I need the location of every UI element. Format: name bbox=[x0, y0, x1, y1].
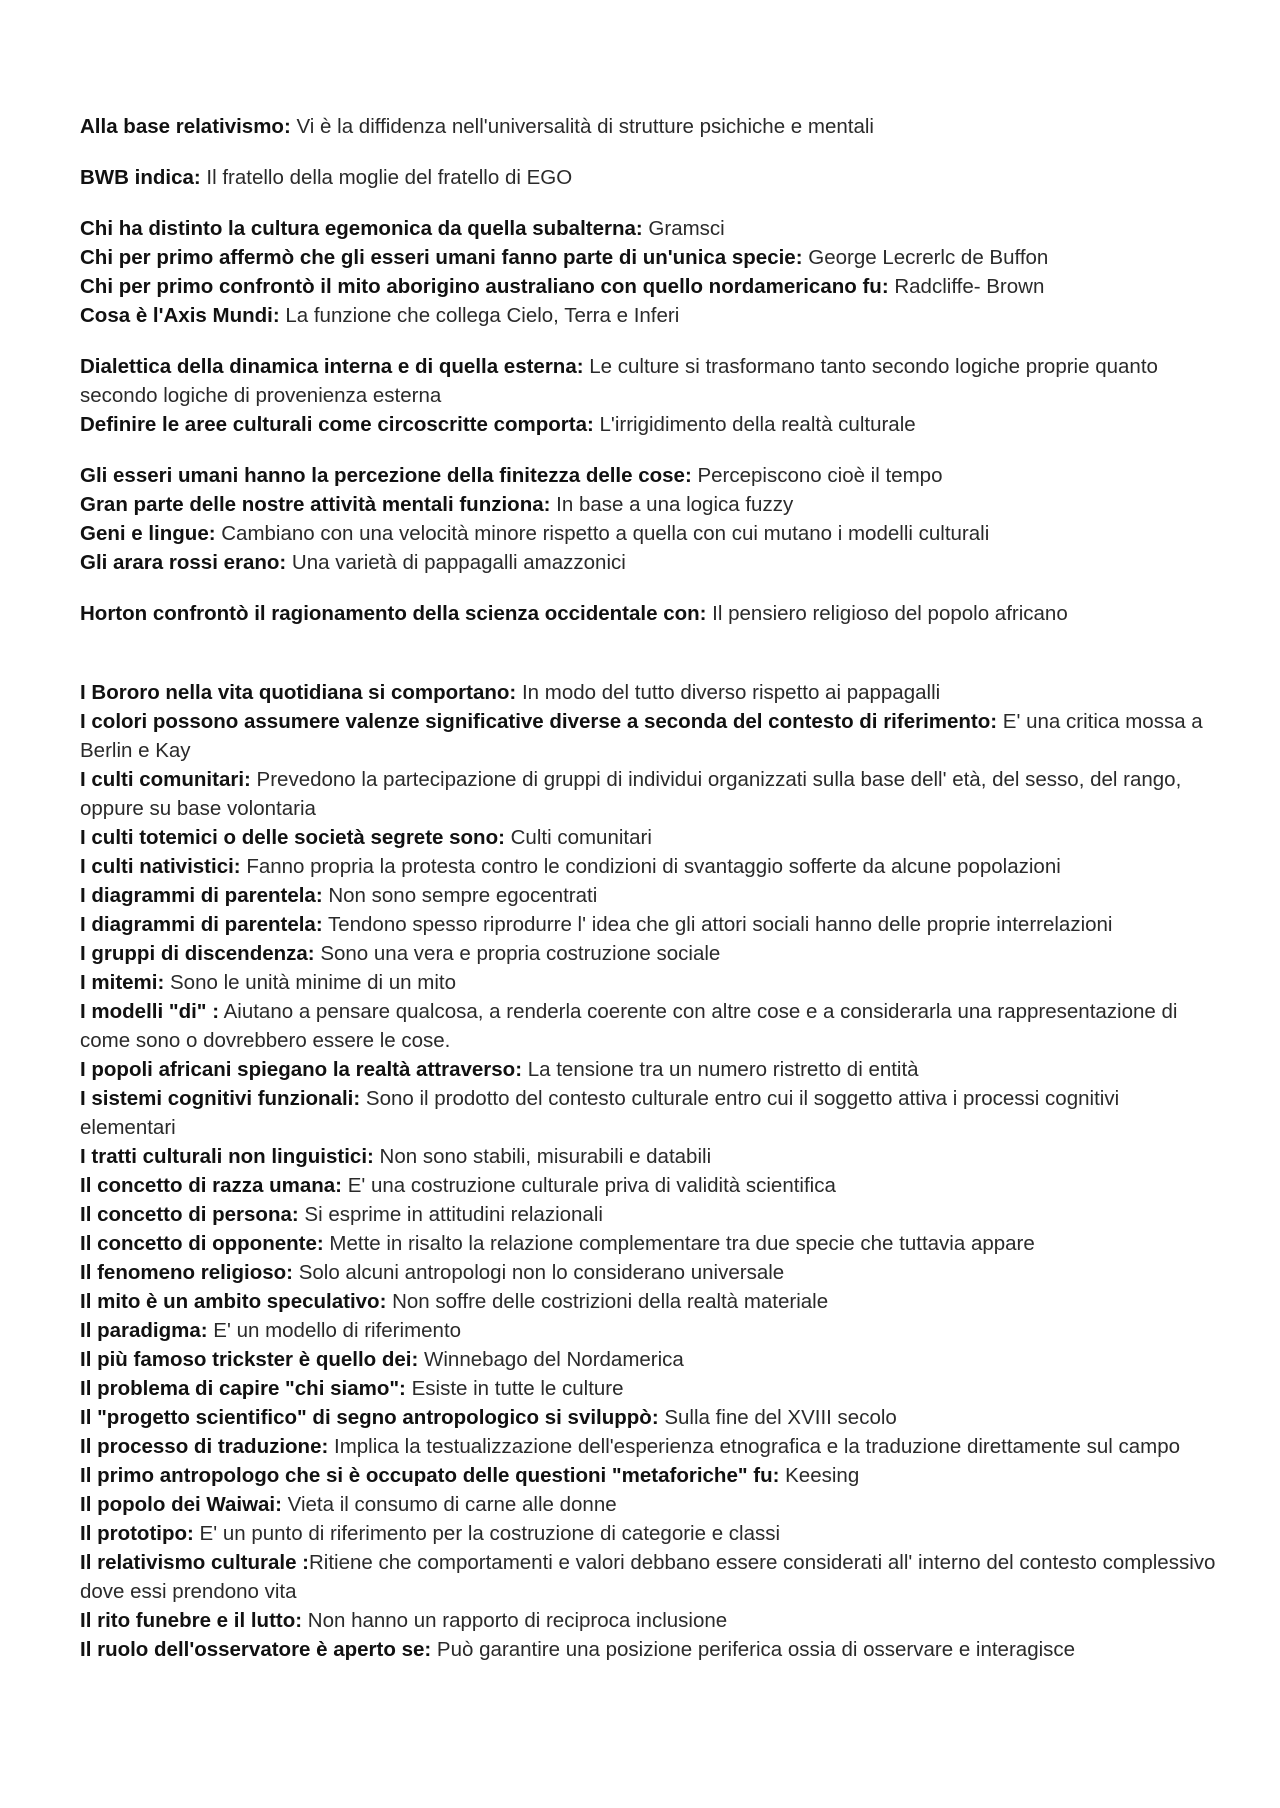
answer-text: Fanno propria la protesta contro le condizioni di svantaggio sofferte da alcune popolazioni bbox=[240, 855, 1061, 878]
question-text: Il processo di traduzione: bbox=[80, 1435, 329, 1458]
question-text: Il "progetto scientifico" di segno antropologico si sviluppò: bbox=[80, 1406, 659, 1429]
answer-text: Implica la testualizzazione dell'esperienza etnografica e la traduzione direttamente sul campo bbox=[328, 1435, 1181, 1458]
question-text: Il primo antropologo che si è occupato delle questioni "metaforiche" fu: bbox=[80, 1464, 780, 1487]
entry-group bbox=[80, 461, 1220, 577]
qa-entry bbox=[80, 1345, 1220, 1374]
question-text: I diagrammi di parentela: bbox=[80, 884, 323, 907]
question-text: Geni e lingue: bbox=[80, 522, 216, 545]
answer-text: Ritiene che comportamenti e valori debbano essere considerati all' interno del contesto complessivo dove essi prendono vita bbox=[80, 1551, 1216, 1603]
answer-text: Sono il prodotto del contesto culturale entro cui il soggetto attiva i processi cognitivi elementari bbox=[80, 1087, 1120, 1139]
qa-entry bbox=[80, 519, 1220, 548]
question-text: Il rito funebre e il lutto: bbox=[80, 1609, 303, 1632]
answer-text: Il fratello della moglie del fratello di EGO bbox=[200, 166, 573, 189]
entry-group bbox=[80, 112, 1220, 141]
qa-entry bbox=[80, 678, 1220, 707]
question-text: I culti comunitari: bbox=[80, 768, 251, 791]
qa-entry bbox=[80, 214, 1220, 243]
qa-entry bbox=[80, 823, 1220, 852]
answer-text: Il pensiero religioso del popolo africano bbox=[706, 602, 1068, 625]
answer-text: Keesing bbox=[779, 1464, 860, 1487]
answer-text: Sono le unità minime di un mito bbox=[164, 971, 457, 994]
qa-entry bbox=[80, 1316, 1220, 1345]
answer-text: E' una costruzione culturale priva di validità scientifica bbox=[342, 1174, 836, 1197]
qa-entry bbox=[80, 1229, 1220, 1258]
question-text: Il concetto di persona: bbox=[80, 1203, 299, 1226]
answer-text: E' un punto di riferimento per la costruzione di categorie e classi bbox=[193, 1522, 781, 1545]
qa-entry bbox=[80, 1403, 1220, 1432]
question-text: I mitemi: bbox=[80, 971, 165, 994]
question-text: Il paradigma: bbox=[80, 1319, 208, 1342]
question-text: I modelli "di" : bbox=[80, 1000, 220, 1023]
answer-text: Esiste in tutte le culture bbox=[405, 1377, 624, 1400]
qa-entry bbox=[80, 1200, 1220, 1229]
question-text: Horton confrontò il ragionamento della scienza occidentale con: bbox=[80, 602, 707, 625]
answer-text: Sono una vera e propria costruzione sociale bbox=[314, 942, 721, 965]
qa-entry bbox=[80, 1519, 1220, 1548]
entry-group bbox=[80, 214, 1220, 330]
answer-text: Gramsci bbox=[642, 217, 725, 240]
answer-text: Può garantire una posizione periferica ossia di osservare e interagisce bbox=[431, 1638, 1076, 1661]
question-text: Chi ha distinto la cultura egemonica da quella subalterna: bbox=[80, 217, 643, 240]
answer-text: E' una critica mossa a Berlin e Kay bbox=[80, 710, 1203, 762]
answer-text: Si esprime in attitudini relazionali bbox=[298, 1203, 603, 1226]
question-text: Il concetto di razza umana: bbox=[80, 1174, 342, 1197]
qa-entry bbox=[80, 163, 1220, 192]
answer-text: Non sono stabili, misurabili e databili bbox=[373, 1145, 712, 1168]
answer-text: E' un modello di riferimento bbox=[207, 1319, 462, 1342]
question-text: Il più famoso trickster è quello dei: bbox=[80, 1348, 419, 1371]
qa-entry bbox=[80, 910, 1220, 939]
qa-entry bbox=[80, 997, 1220, 1055]
question-text: Dialettica della dinamica interna e di quella esterna: bbox=[80, 355, 584, 378]
answer-text: La tensione tra un numero ristretto di entità bbox=[522, 1058, 919, 1081]
question-text: I popoli africani spiegano la realtà attraverso: bbox=[80, 1058, 523, 1081]
entry-group bbox=[80, 163, 1220, 192]
question-text: Gli esseri umani hanno la percezione della finitezza delle cose: bbox=[80, 464, 692, 487]
qa-entry bbox=[80, 1171, 1220, 1200]
qa-entry bbox=[80, 1142, 1220, 1171]
question-text: Il mito è un ambito speculativo: bbox=[80, 1290, 387, 1313]
qa-entry bbox=[80, 1084, 1220, 1142]
question-text: Il popolo dei Waiwai: bbox=[80, 1493, 282, 1516]
qa-entry bbox=[80, 1606, 1220, 1635]
qa-entry bbox=[80, 1055, 1220, 1084]
question-text: I tratti culturali non linguistici: bbox=[80, 1145, 374, 1168]
question-text: Il relativismo culturale : bbox=[80, 1551, 309, 1574]
answer-text: Tendono spesso riprodurre l' idea che gli attori sociali hanno delle proprie interrelazioni bbox=[322, 913, 1113, 936]
answer-text: Non hanno un rapporto di reciproca inclusione bbox=[302, 1609, 728, 1632]
question-text: Il problema di capire "chi siamo": bbox=[80, 1377, 406, 1400]
answer-text: Winnebago del Nordamerica bbox=[418, 1348, 684, 1371]
question-text: BWB indica: bbox=[80, 166, 201, 189]
question-text: Alla base relativismo: bbox=[80, 115, 291, 138]
qa-entry bbox=[80, 707, 1220, 765]
answer-text: In modo del tutto diverso rispetto ai pappagalli bbox=[516, 681, 941, 704]
qa-entry bbox=[80, 599, 1220, 628]
qa-entry bbox=[80, 1258, 1220, 1287]
qa-entry bbox=[80, 1635, 1220, 1664]
qa-entry bbox=[80, 765, 1220, 823]
qa-entry bbox=[80, 352, 1220, 410]
question-text: Il prototipo: bbox=[80, 1522, 194, 1545]
answer-text: Vieta il consumo di carne alle donne bbox=[281, 1493, 617, 1516]
question-text: Il concetto di opponente: bbox=[80, 1232, 324, 1255]
answer-text: Prevedono la partecipazione di gruppi di individui organizzati sulla base dell' età, del sesso, del rango, oppure su base volontaria bbox=[80, 768, 1182, 820]
qa-entry bbox=[80, 852, 1220, 881]
qa-entry bbox=[80, 1287, 1220, 1316]
qa-entry bbox=[80, 243, 1220, 272]
question-text: I sistemi cognitivi funzionali: bbox=[80, 1087, 361, 1110]
qa-entry bbox=[80, 968, 1220, 997]
qa-entry bbox=[80, 112, 1220, 141]
qa-entry bbox=[80, 461, 1220, 490]
answer-text: Percepiscono cioè il tempo bbox=[691, 464, 943, 487]
qa-entry bbox=[80, 1374, 1220, 1403]
question-text: Definire le aree culturali come circoscritte comporta: bbox=[80, 413, 594, 436]
question-text: Cosa è l'Axis Mundi: bbox=[80, 304, 280, 327]
answer-text: Culti comunitari bbox=[504, 826, 652, 849]
qa-entry bbox=[80, 1548, 1220, 1606]
answer-text: Cambiano con una velocità minore rispetto a quella con cui mutano i modelli culturali bbox=[215, 522, 990, 545]
question-text: I colori possono assumere valenze significative diverse a seconda del contesto di riferimento: bbox=[80, 710, 998, 733]
question-text: I culti totemici o delle società segrete sono: bbox=[80, 826, 505, 849]
qa-entry bbox=[80, 301, 1220, 330]
answer-text: Solo alcuni antropologi non lo considerano universale bbox=[293, 1261, 785, 1284]
question-text: Il ruolo dell'osservatore è aperto se: bbox=[80, 1638, 432, 1661]
qa-entry bbox=[80, 881, 1220, 910]
answer-text: Mette in risalto la relazione complementare tra due specie che tuttavia appare bbox=[323, 1232, 1035, 1255]
answer-text: George Lecrerlc de Buffon bbox=[802, 246, 1049, 269]
qa-entry bbox=[80, 1432, 1220, 1461]
question-text: Chi per primo confrontò il mito aborigino australiano con quello nordamericano fu: bbox=[80, 275, 889, 298]
answer-text: In base a una logica fuzzy bbox=[550, 493, 794, 516]
answer-text: L'irrigidimento della realtà culturale bbox=[593, 413, 916, 436]
question-text: Chi per primo affermò che gli esseri umani fanno parte di un'unica specie: bbox=[80, 246, 803, 269]
question-text: I Bororo nella vita quotidiana si comportano: bbox=[80, 681, 517, 704]
entry-group bbox=[80, 352, 1220, 439]
question-text: I diagrammi di parentela: bbox=[80, 913, 323, 936]
question-text: Il fenomeno religioso: bbox=[80, 1261, 293, 1284]
answer-text: Aiutano a pensare qualcosa, a renderla coerente con altre cose e a considerarla una rappresentazione di come sono o dovrebbero essere le cose. bbox=[80, 1000, 1178, 1052]
question-text: Gran parte delle nostre attività mentali funziona: bbox=[80, 493, 551, 516]
answer-text: La funzione che collega Cielo, Terra e Inferi bbox=[279, 304, 680, 327]
entry-group bbox=[80, 599, 1220, 628]
answer-text: Non sono sempre egocentrati bbox=[322, 884, 598, 907]
qa-entry bbox=[80, 1461, 1220, 1490]
answer-text: Le culture si trasformano tanto secondo logiche proprie quanto secondo logiche di provenienza esterna bbox=[80, 355, 1158, 407]
question-text: Gli arara rossi erano: bbox=[80, 551, 287, 574]
answer-text: Non soffre delle costrizioni della realtà materiale bbox=[386, 1290, 829, 1313]
qa-entry bbox=[80, 548, 1220, 577]
qa-entry bbox=[80, 410, 1220, 439]
entry-group bbox=[80, 678, 1220, 1664]
qa-entry bbox=[80, 939, 1220, 968]
qa-entry bbox=[80, 490, 1220, 519]
answer-text: Una varietà di pappagalli amazzonici bbox=[286, 551, 626, 574]
qa-entry bbox=[80, 1490, 1220, 1519]
answer-text: Vi è la diffidenza nell'universalità di strutture psichiche e mentali bbox=[290, 115, 874, 138]
question-text: I gruppi di discendenza: bbox=[80, 942, 315, 965]
answer-text: Sulla fine del XVIII secolo bbox=[658, 1406, 897, 1429]
answer-text: Radcliffe- Brown bbox=[888, 275, 1045, 298]
qa-entry bbox=[80, 272, 1220, 301]
question-text: I culti nativistici: bbox=[80, 855, 241, 878]
